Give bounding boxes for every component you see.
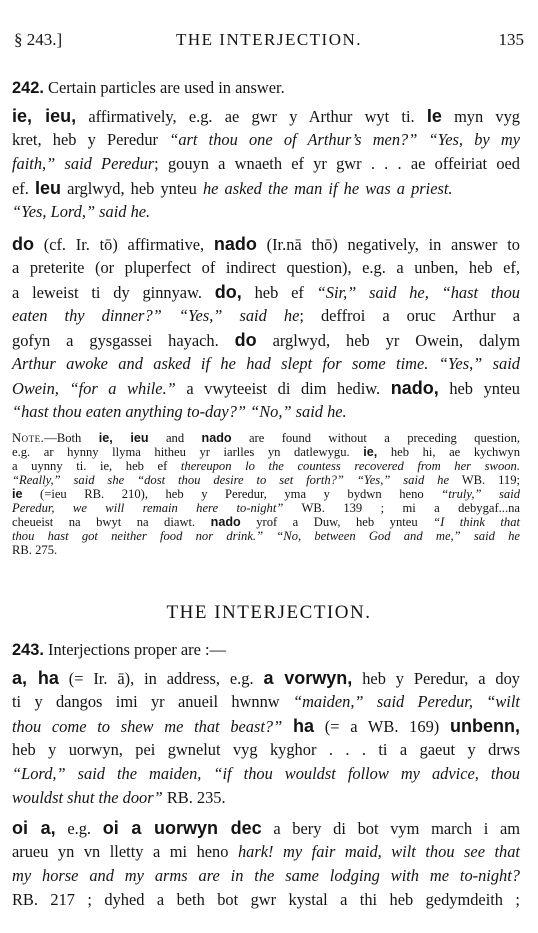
text-line: Owein, “for a while.” a vwyteeist di dim hediw. nado, heb ynteu: [12, 378, 520, 398]
text-line: eaten thy dinner?” “Yes,” said he; deffroi a oruc Arthur a: [12, 306, 520, 325]
text-line: oi a, e.g. oi a uorwyn dec a bery di bot vym march i am: [12, 818, 521, 838]
term: a, ha: [12, 668, 59, 688]
text-line: gofyn a gysgassei hayach. do arglwyd, heb yr Owein, dalym: [12, 330, 520, 350]
text-line: do (cf. Ir. tō) affirmative, nado (Ir.nā thō) negatively, in answer to: [12, 234, 520, 254]
term: a vorwyn,: [263, 668, 353, 688]
text-line: ef. Ieu arglwyd, heb ynteu he asked the man if he was a priest.: [12, 178, 453, 198]
term: ie, ieu,: [12, 106, 77, 126]
section-reference: § 243.]: [14, 30, 63, 49]
text-line: arueu yn vn lletty a mi heno hark! my fair maid, wilt thou see that: [12, 842, 520, 861]
text-line: “hast thou eaten anything to-day?” “No,” said he.: [12, 402, 347, 421]
text-line: RB. 217 ; dyhed a beth bot gwr kystal a thi heb gedymdeith ;: [12, 890, 520, 909]
note-line: thou hast got neither food nor drink.” “No, between God and me,” said he: [12, 529, 520, 543]
text-line: wouldst shut the door” RB. 235.: [12, 788, 226, 807]
paragraph-243-intro: 243. Interjections proper are :—: [12, 640, 226, 659]
section-title: THE INTERJECTION.: [166, 602, 372, 623]
running-title: THE INTERJECTION.: [175, 30, 363, 49]
paragraph-242-intro: 242. Certain particles are used in answer.: [12, 78, 285, 97]
note-line: Peredur, we will remain here to-night” WB. 139 ; mi a debygaf...na: [12, 501, 520, 515]
note-line: Note.—Both ie, ieu and nado are found without a preceding question,: [12, 431, 521, 445]
term: Ie: [426, 106, 442, 126]
text-line: “Yes, Lord,” said he.: [12, 202, 151, 221]
text-line: “Lord,” said the maiden, “if thou wouldst follow my advice, thou: [12, 764, 520, 783]
term: do,: [214, 282, 242, 302]
note-line: ie (=ieu RB. 210), heb y Peredur, yma y bydwn heno “truly,” said: [12, 487, 520, 501]
text-line: my horse and my arms are in the same lodging with me to-night?: [12, 866, 520, 885]
term: oi a,: [12, 818, 56, 838]
text-line: thou come to shew me that beast?” ha (= a WB. 169) unbenn,: [12, 716, 520, 736]
note-line: e.g. ar hynny llyma hitheu yr iarlles yn datlewygu. ie, heb hi, ae kychwyn: [12, 445, 520, 459]
section-number: 242.: [12, 79, 44, 97]
term: oi a uorwyn dec: [102, 818, 262, 838]
term: nado: [213, 234, 257, 254]
text-line: a preterite (or pluperfect of indirect question), e.g. a unben, heb ef,: [12, 258, 520, 277]
text-line: kret, heb y Peredur “art thou one of Arthur’s men?” “Yes, by my: [12, 130, 520, 149]
note-label: Note.: [12, 431, 45, 445]
term: do: [12, 234, 34, 254]
term: ha: [293, 716, 315, 736]
text-line: faith,” said Peredur; gouyn a wnaeth ef yr gwr . . . ae offeiriat oed: [12, 154, 520, 173]
note-line: cheueist na bwyt na diawt. nado yrof a Duw, heb ynteu “I think that: [12, 515, 520, 529]
text-line: ie, ieu, affirmatively, e.g. ae gwr y Arthur wyt ti. Ie myn vyg: [12, 106, 520, 126]
note-line: “Really,” said she “dost thou desire to set forth?” “Yes,” said he WB. 119;: [12, 473, 520, 487]
text-line: heb y uorwyn, pei gwnelut vyg kyghor . . . ti a gaeut y drws: [12, 740, 520, 759]
term: unbenn,: [449, 716, 520, 736]
text-line: a leweist ti dy ginnyaw. do, heb ef “Sir,” said he, “hast thou: [12, 282, 521, 302]
note-line: a uynny ti. ie, heb ef thereupon lo the countess recovered from her swoon.: [12, 459, 520, 473]
text-line: Arthur awoke and asked if he had slept for some time. “Yes,” said: [12, 354, 520, 373]
page-number: 135: [498, 30, 524, 49]
term: nado,: [390, 378, 439, 398]
section-number: 243.: [12, 641, 44, 659]
term: do: [234, 330, 257, 350]
note-line: RB. 275.: [12, 543, 58, 557]
text-line: ti y dangos imi yr anueil hwnnw “maiden,” said Peredur, “wilt: [12, 692, 520, 711]
term: Ieu: [34, 178, 61, 198]
text-line: a, ha (= Ir. ā), in address, e.g. a vorwyn, heb y Peredur, a doy: [12, 668, 520, 688]
